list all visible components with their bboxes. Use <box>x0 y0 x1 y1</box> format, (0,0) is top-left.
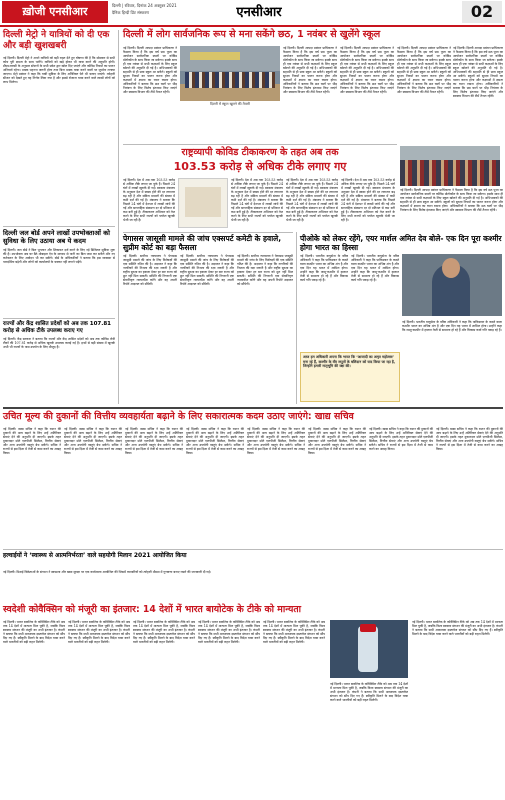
story-covaxin-body-5: नई दिल्ली। भारत बायोटेक के कोवैक्सिन टीके को अब तक 14 देशों में मान्यता मिल चुकी है, जबकि विश्व स्वास्थ्य संगठन की मंजूरी का अभी इंतजार है। कंपनी ने बताया कि सभी आवश्यक दस्तावेज संगठन को सौंप दिए गए हैं। स्वीकृति मिलने के बाद विदेश यात्रा करने वाले भारतीयों को बड़ी राहत मिलेगी। <box>263 620 325 644</box>
halwai-rule <box>3 549 503 550</box>
story-covaxin-headline: स्वदेशी कोवैक्सिन को मंजूरी का इंतजार: 14 देशों में भारत बायोटेक के टीके को मान्यता <box>3 604 302 615</box>
brand-logo: ख़ोजी एनसीआर <box>2 1 108 23</box>
pegasus-rule <box>123 232 293 233</box>
air-marshal-photo <box>402 254 502 316</box>
vaccine-rule-top <box>123 144 397 145</box>
story-chhath-headline: दिल्ली में लोग सार्वजनिक रूप से मना सकेंगे छठ, 1 नवंबर से खुलेंगे स्कूल <box>123 29 381 40</box>
story-vaccine-states-headline: राज्यों और केंद्र शासित प्रदेशों को अब तक 107.81 करोड़ से अधिक टीके उपलब्ध कराए गए <box>3 321 112 334</box>
story-covaxin-body-6: नई दिल्ली। भारत बायोटेक के कोवैक्सिन टीके को अब तक 14 देशों में मान्यता मिल चुकी है, जबकि विश्व स्वास्थ्य संगठन की मंजूरी का अभी इंतजार है। कंपनी ने बताया कि सभी आवश्यक दस्तावेज संगठन को सौंप दिए गए हैं। स्वीकृति मिलने के बाद विदेश यात्रा करने वाले भारतीयों को बड़ी राहत मिलेगी। <box>330 682 408 702</box>
story-pegasus-body-2: नई दिल्ली। सर्वोच्च न्यायालय ने पेगासस जासूसी मामले की जांच के लिए विशेषज्ञों की एक समिति गठित की है। अदालत ने कहा कि नागरिकों की निजता की रक्षा जरूरी है और राष्ट्रीय सुरक्षा का हवाला देकर हर बार राज्य को छूट नहीं मिल सकती। समिति की निगरानी एक सेवानिवृत्त न्यायाधीश करेंगे और वह अपनी रिपोर्ट अदालत को सौंपेगी। <box>180 254 234 286</box>
edition-line: दैनिक हिन्दी प्रिंट संस्करण <box>112 10 150 15</box>
masthead <box>0 0 505 24</box>
story-vaccination-body-2: नई दिल्ली। देश में अब तक 103.53 करोड़ से अधिक टीके लगाए जा चुके हैं। पिछले 24 घंटों में लाखों खुराकें दी गईं। स्वास्थ्य मंत्रालय के अनुसार देश में स्वस्थ होने की दर लगातार बढ़ रही है और सक्रिय मामलों की संख्या में कमी दर्ज की गई है। मंत्रालय ने बताया कि पिछले 24 घंटों में देशभर में लाखों जांचें की गईं और साप्ताहिक संक्रमण दर दो प्रतिशत से कम बनी हुई है। टीकाकरण अभियान को तेज करने के लिए सभी राज्यों को पर्याप्त खुराकें भेजी जा रही हैं। <box>231 178 283 222</box>
story-chhath-body-3: नई दिल्ली। दिल्ली आपदा प्रबंधन प्राधिकरण ने फैसला किया है कि इस वर्ष छठ पूजा का आयोजन सार्वजनिक स्थलों पर कोविड प्रोटोकॉल के साथ किया जा सकेगा। इसके साथ ही एक नवंबर से सभी कक्षाओं के लिए स्कूल खोलने की अनुमति दी गई है। अभिभावकों की सहमति से ही छात्र स्कूल आ सकेंगे। स्कूलों को सुरक्षा नियमों का पालन करना होगा और कक्षाओं में क्षमता का ध्यान रखना होगा। अधिकारियों ने बताया कि छठ घाटों पर भीड़ नियंत्रण के लिए विशेष इंतजाम किए जाएंगे और स्वास्थ्य विभाग की टीमें तैनात रहेंगी। <box>340 46 394 94</box>
story-chhath-body-6: नई दिल्ली। दिल्ली आपदा प्रबंधन प्राधिकरण ने फैसला किया है कि इस वर्ष छठ पूजा का आयोजन सार्वजनिक स्थलों पर कोविड प्रोटोकॉल के साथ किया जा सकेगा। इसके साथ ही एक नवंबर से सभी कक्षाओं के लिए स्कूल खोलने की अनुमति दी गई है। अभिभावकों की सहमति से ही छात्र स्कूल आ सकेंगे। स्कूलों को सुरक्षा नियमों का पालन करना होगा और कक्षाओं में क्षमता का ध्यान रखना होगा। अधिकारियों ने बताया कि छठ घाटों पर भीड़ नियंत्रण के लिए विशेष इंतजाम किए जाएंगे और स्वास्थ्य विभाग की टीमें तैनात रहेंगी। <box>400 188 503 212</box>
vial-shape <box>358 626 378 672</box>
vial-cap <box>360 624 376 632</box>
crowd-photo-people <box>400 160 500 186</box>
photo-crowd <box>185 72 275 88</box>
story-ration-body-6: नई दिल्ली। खाद्य सचिव ने कहा कि राशन की दुकानों की आय बढ़ाने के लिए उन्हें अतिरिक्त सेवाएं देने की अनुमति दी जाएगी। इसके तहत दुकानदार छोटे एलपीजी सिलेंडर, वित्तीय सेवाएं और अन्य उपयोगी वस्तुएं बेच सकेंगे। सचिव ने राज्यों से इस दिशा में तेजी से काम करने का आग्रह किया। <box>308 427 366 455</box>
story-vaccination-headline: राष्ट्रव्यापी कोविड टीकाकरण के तहत अब तक <box>181 147 339 158</box>
story-halwai-body: नई दिल्ली। मिठाई विक्रेताओं के संगठन ने स्वच्छता और खाद्य सुरक्षा पर एक कार्यशाला आयोजित की जिसमें व्यापारियों को त्योहारी मौसम में गुणवत्ता बनाए रखने की जानकारी दी गई। <box>3 570 211 574</box>
story-vaccination-headline-2: 103.53 करोड़ से अधिक टीके लगाए गए <box>173 160 347 173</box>
story-pegasus-headline: पेगासस जासूसी मामले की जांच एक्सपर्ट कमेटी के हवाले, सुप्रीम कोर्ट का बड़ा फैसला <box>123 234 282 252</box>
story-covaxin-body-3: नई दिल्ली। भारत बायोटेक के कोवैक्सिन टीके को अब तक 14 देशों में मान्यता मिल चुकी है, जबकि विश्व स्वास्थ्य संगठन की मंजूरी का अभी इंतजार है। कंपनी ने बताया कि सभी आवश्यक दस्तावेज संगठन को सौंप दिए गए हैं। स्वीकृति मिलने के बाद विदेश यात्रा करने वाले भारतीयों को बड़ी राहत मिलेगी। <box>133 620 195 644</box>
story-pok-body-2: नई दिल्ली। भारतीय वायुसेना के वरिष्ठ अधिकारी ने कहा कि पाकिस्तान के कब्जे वाला कश्मीर भारत का अभिन्न अंग है और एक दिन यह भारत में शामिल होगा। उन्होंने कहा कि जम्मू-कश्मीर में हालात तेजी से सामान्य हो रहे हैं और विकास कार्य गति पकड़ रहे हैं। <box>351 254 399 282</box>
masthead-rule <box>0 25 505 27</box>
story-vaccination-body-4: नई दिल्ली। देश में अब तक 103.53 करोड़ से अधिक टीके लगाए जा चुके हैं। पिछले 24 घंटों में लाखों खुराकें दी गईं। स्वास्थ्य मंत्रालय के अनुसार देश में स्वस्थ होने की दर लगातार बढ़ रही है और सक्रिय मामलों की संख्या में कमी दर्ज की गई है। मंत्रालय ने बताया कि पिछले 24 घंटों में देशभर में लाखों जांचें की गईं और साप्ताहिक संक्रमण दर दो प्रतिशत से कम बनी हुई है। टीकाकरण अभियान को तेज करने के लिए सभी राज्यों को पर्याप्त खुराकें भेजी जा रही हैं। <box>341 178 395 222</box>
date-line: दिल्ली | रविवार, दिनांक 24 अक्टूबर 2021 <box>112 3 177 8</box>
story-ration-headline: उचित मूल्य की दुकानों की वित्तीय व्यवहार्यता बढ़ाने के लिए सकारात्मक कदम उठाए जाएंगे: खाद्य सचिव <box>3 411 354 422</box>
story-pok-body-1: नई दिल्ली। भारतीय वायुसेना के वरिष्ठ अधिकारी ने कहा कि पाकिस्तान के कब्जे वाला कश्मीर भारत का अभिन्न अंग है और एक दिन यह भारत में शामिल होगा। उन्होंने कहा कि जम्मू-कश्मीर में हालात तेजी से सामान्य हो रहे हैं और विकास कार्य गति पकड़ रहे हैं। <box>300 254 348 282</box>
left-rule-2 <box>3 318 115 319</box>
story-pegasus-body-1: नई दिल्ली। सर्वोच्च न्यायालय ने पेगासस जासूसी मामले की जांच के लिए विशेषज्ञों की एक समिति गठित की है। अदालत ने कहा कि नागरिकों की निजता की रक्षा जरूरी है और राष्ट्रीय सुरक्षा का हवाला देकर हर बार राज्य को छूट नहीं मिल सकती। समिति की निगरानी एक सेवानिवृत्त न्यायाधीश करेंगे और वह अपनी रिपोर्ट अदालत को सौंपेगी। <box>123 254 177 286</box>
left-col-divider <box>118 30 119 404</box>
story-halwai-headline: हल्वाईयों ने ‘स्वास्थ्य से आत्मनिर्भरता’ वाले सहयोगी मिलान 2021 आयोजित किया <box>3 552 187 559</box>
story-chhath-body: नई दिल्ली। दिल्ली आपदा प्रबंधन प्राधिकरण ने फैसला किया है कि इस वर्ष छठ पूजा का आयोजन सार्वजनिक स्थलों पर कोविड प्रोटोकॉल के साथ किया जा सकेगा। इसके साथ ही एक नवंबर से सभी कक्षाओं के लिए स्कूल खोलने की अनुमति दी गई है। अभिभावकों की सहमति से ही छात्र स्कूल आ सकेंगे। स्कूलों को सुरक्षा नियमों का पालन करना होगा और कक्षाओं में क्षमता का ध्यान रखना होगा। अधिकारियों ने बताया कि छठ घाटों पर भीड़ नियंत्रण के लिए विशेष इंतजाम किए जाएंगे और स्वास्थ्य विभाग की टीमें तैनात रहेंगी। <box>123 46 177 94</box>
crowd-photo <box>400 146 500 186</box>
story-vaccine-states-body: नई दिल्ली। केंद्र सरकार ने बताया कि राज्यों और केंद्र शासित प्रदेशों को अब तक कोविड रोधी टीकों की 107.81 करोड़ से अधिक खुराकें उपलब्ध कराई गई हैं। इनमें से बड़ी संख्या में खुराकें अभी भी राज्यों के पास उपयोग के लिए मौजूद हैं। <box>3 337 115 349</box>
story-vaccination-body-1: नई दिल्ली। देश में अब तक 103.53 करोड़ से अधिक टीके लगाए जा चुके हैं। पिछले 24 घंटों में लाखों खुराकें दी गईं। स्वास्थ्य मंत्रालय के अनुसार देश में स्वस्थ होने की दर लगातार बढ़ रही है और सक्रिय मामलों की संख्या में कमी दर्ज की गई है। मंत्रालय ने बताया कि पिछले 24 घंटों में देशभर में लाखों जांचें की गईं और साप्ताहिक संक्रमण दर दो प्रतिशत से कम बनी हुई है। टीकाकरण अभियान को तेज करने के लिए सभी राज्यों को पर्याप्त खुराकें भेजी जा रही हैं। <box>123 178 175 222</box>
story-metro-headline: दिल्ली मेट्रो ने यात्रियों को दी एक और बड़ी खुशखबरी <box>3 30 110 51</box>
story-jalboard-headline: दिल्ली जल बोर्ड अपने लाखों उपभोक्ताओं को सुविधा के लिए उठाया अब ये कदम <box>3 229 110 245</box>
vaccine-chart-graphic <box>178 178 228 228</box>
story-ration-body-7: नई दिल्ली। खाद्य सचिव ने कहा कि राशन की दुकानों की आय बढ़ाने के लिए उन्हें अतिरिक्त सेवाएं देने की अनुमति दी जाएगी। इसके तहत दुकानदार छोटे एलपीजी सिलेंडर, वित्तीय सेवाएं और अन्य उपयोगी वस्तुएं बेच सकेंगे। सचिव ने राज्यों से इस दिशा में तेजी से काम करने का आग्रह किया। <box>369 427 433 451</box>
story-covaxin-body-1: नई दिल्ली। भारत बायोटेक के कोवैक्सिन टीके को अब तक 14 देशों में मान्यता मिल चुकी है, जबकि विश्व स्वास्थ्य संगठन की मंजूरी का अभी इंतजार है। कंपनी ने बताया कि सभी आवश्यक दस्तावेज संगठन को सौंप दिए गए हैं। स्वीकृति मिलने के बाद विदेश यात्रा करने वाले भारतीयों को बड़ी राहत मिलेगी। <box>3 620 65 644</box>
air-marshal-head <box>442 258 460 278</box>
story-ration-body-8: नई दिल्ली। खाद्य सचिव ने कहा कि राशन की दुकानों की आय बढ़ाने के लिए उन्हें अतिरिक्त सेवाएं देने की अनुमति दी जाएगी। इसके तहत दुकानदार छोटे एलपीजी सिलेंडर, वित्तीय सेवाएं और अन्य उपयोगी वस्तुएं बेच सकेंगे। सचिव ने राज्यों से इस दिशा में तेजी से काम करने का आग्रह किया। <box>436 427 503 451</box>
story-ration-body-2: नई दिल्ली। खाद्य सचिव ने कहा कि राशन की दुकानों की आय बढ़ाने के लिए उन्हें अतिरिक्त सेवाएं देने की अनुमति दी जाएगी। इसके तहत दुकानदार छोटे एलपीजी सिलेंडर, वित्तीय सेवाएं और अन्य उपयोगी वस्तुएं बेच सकेंगे। सचिव ने राज्यों से इस दिशा में तेजी से काम करने का आग्रह किया। <box>64 427 122 455</box>
pok-quote-box <box>300 352 400 402</box>
story-metro-body: नई दिल्ली। दिल्ली मेट्रो ने अपने यात्रियों को बड़ी राहत देते हुए घोषणा की है कि सोमवार से सभी कोच पूरी क्षमता के साथ चलेंगे। यात्रियों को खड़े होकर भी यात्रा करने की अनुमति होगी। डीएमआरसी के अनुसार स्टेशनों के सभी प्रवेश द्वार खोल दिए जाएंगे और कोविड नियमों का पालन अनिवार्य रहेगा। मास्क पहनना जरूरी होगा तथा बिना मास्क यात्रा करने वालों पर जुर्माना लगाया जाएगा। मेट्रो प्रबंधन ने कहा कि यात्री सुविधा के लिए अतिरिक्त फेरे भी चलाए जाएंगे। त्योहारी सीजन को देखते हुए यह निर्णय लिया गया है और इससे रोजाना यात्रा करने वाले लाखों लोगों को लाभ मिलेगा। <box>3 56 115 84</box>
section-name: एनसीआर <box>236 5 282 20</box>
story-pok-body-3: नई दिल्ली। भारतीय वायुसेना के वरिष्ठ अधिकारी ने कहा कि पाकिस्तान के कब्जे वाला कश्मीर भारत का अभिन्न अंग है और एक दिन यह भारत में शामिल होगा। उन्होंने कहा कि जम्मू-कश्मीर में हालात तेजी से सामान्य हो रहे हैं और विकास कार्य गति पकड़ रहे हैं। <box>402 320 502 332</box>
story-ration-body-5: नई दिल्ली। खाद्य सचिव ने कहा कि राशन की दुकानों की आय बढ़ाने के लिए उन्हें अतिरिक्त सेवाएं देने की अनुमति दी जाएगी। इसके तहत दुकानदार छोटे एलपीजी सिलेंडर, वित्तीय सेवाएं और अन्य उपयोगी वस्तुएं बेच सकेंगे। सचिव ने राज्यों से इस दिशा में तेजी से काम करने का आग्रह किया। <box>247 427 305 455</box>
ration-rule-top <box>3 407 503 409</box>
story-chhath-body-2: नई दिल्ली। दिल्ली आपदा प्रबंधन प्राधिकरण ने फैसला किया है कि इस वर्ष छठ पूजा का आयोजन सार्वजनिक स्थलों पर कोविड प्रोटोकॉल के साथ किया जा सकेगा। इसके साथ ही एक नवंबर से सभी कक्षाओं के लिए स्कूल खोलने की अनुमति दी गई है। अभिभावकों की सहमति से ही छात्र स्कूल आ सकेंगे। स्कूलों को सुरक्षा नियमों का पालन करना होगा और कक्षाओं में क्षमता का ध्यान रखना होगा। अधिकारियों ने बताया कि छठ घाटों पर भीड़ नियंत्रण के लिए विशेष इंतजाम किए जाएंगे और स्वास्थ्य विभाग की टीमें तैनात रहेंगी। <box>283 46 337 94</box>
photo-banner <box>190 52 240 60</box>
left-rule-1 <box>3 226 115 227</box>
story-vaccination-body-3: नई दिल्ली। देश में अब तक 103.53 करोड़ से अधिक टीके लगाए जा चुके हैं। पिछले 24 घंटों में लाखों खुराकें दी गईं। स्वास्थ्य मंत्रालय के अनुसार देश में स्वस्थ होने की दर लगातार बढ़ रही है और सक्रिय मामलों की संख्या में कमी दर्ज की गई है। मंत्रालय ने बताया कि पिछले 24 घंटों में देशभर में लाखों जांचें की गईं और साप्ताहिक संक्रमण दर दो प्रतिशत से कम बनी हुई है। टीकाकरण अभियान को तेज करने के लिए सभी राज्यों को पर्याप्त खुराकें भेजी जा रही हैं। <box>286 178 338 222</box>
covaxin-vial-photo <box>330 620 408 678</box>
story-chhath-body-4: नई दिल्ली। दिल्ली आपदा प्रबंधन प्राधिकरण ने फैसला किया है कि इस वर्ष छठ पूजा का आयोजन सार्वजनिक स्थलों पर कोविड प्रोटोकॉल के साथ किया जा सकेगा। इसके साथ ही एक नवंबर से सभी कक्षाओं के लिए स्कूल खोलने की अनुमति दी गई है। अभिभावकों की सहमति से ही छात्र स्कूल आ सकेंगे। स्कूलों को सुरक्षा नियमों का पालन करना होगा और कक्षाओं में क्षमता का ध्यान रखना होगा। अधिकारियों ने बताया कि छठ घाटों पर भीड़ नियंत्रण के लिए विशेष इंतजाम किए जाएंगे और स्वास्थ्य विभाग की टीमें तैनात रहेंगी। <box>397 46 451 94</box>
mid-col-divider <box>296 232 297 404</box>
story-ration-body-3: नई दिल्ली। खाद्य सचिव ने कहा कि राशन की दुकानों की आय बढ़ाने के लिए उन्हें अतिरिक्त सेवाएं देने की अनुमति दी जाएगी। इसके तहत दुकानदार छोटे एलपीजी सिलेंडर, वित्तीय सेवाएं और अन्य उपयोगी वस्तुएं बेच सकेंगे। सचिव ने राज्यों से इस दिशा में तेजी से काम करने का आग्रह किया। <box>125 427 183 455</box>
story-chhath-body-5: नई दिल्ली। दिल्ली आपदा प्रबंधन प्राधिकरण ने फैसला किया है कि इस वर्ष छठ पूजा का आयोजन सार्वजनिक स्थलों पर कोविड प्रोटोकॉल के साथ किया जा सकेगा। इसके साथ ही एक नवंबर से सभी कक्षाओं के लिए स्कूल खोलने की अनुमति दी गई है। अभिभावकों की सहमति से ही छात्र स्कूल आ सकेंगे। स्कूलों को सुरक्षा नियमों का पालन करना होगा और कक्षाओं में क्षमता का ध्यान रखना होगा। अधिकारियों ने बताया कि छठ घाटों पर भीड़ नियंत्रण के लिए विशेष इंतजाम किए जाएंगे और स्वास्थ्य विभाग की टीमें तैनात रहेंगी। <box>453 46 503 98</box>
story-ration-body-4: नई दिल्ली। खाद्य सचिव ने कहा कि राशन की दुकानों की आय बढ़ाने के लिए उन्हें अतिरिक्त सेवाएं देने की अनुमति दी जाएगी। इसके तहत दुकानदार छोटे एलपीजी सिलेंडर, वित्तीय सेवाएं और अन्य उपयोगी वस्तुएं बेच सकेंगे। सचिव ने राज्यों से इस दिशा में तेजी से काम करने का आग्रह किया। <box>186 427 244 455</box>
story-covaxin-body-4: नई दिल्ली। भारत बायोटेक के कोवैक्सिन टीके को अब तक 14 देशों में मान्यता मिल चुकी है, जबकि विश्व स्वास्थ्य संगठन की मंजूरी का अभी इंतजार है। कंपनी ने बताया कि सभी आवश्यक दस्तावेज संगठन को सौंप दिए गए हैं। स्वीकृति मिलने के बाद विदेश यात्रा करने वाले भारतीयों को बड़ी राहत मिलेगी। <box>198 620 260 644</box>
story-ration-body-1: नई दिल्ली। खाद्य सचिव ने कहा कि राशन की दुकानों की आय बढ़ाने के लिए उन्हें अतिरिक्त सेवाएं देने की अनुमति दी जाएगी। इसके तहत दुकानदार छोटे एलपीजी सिलेंडर, वित्तीय सेवाएं और अन्य उपयोगी वस्तुएं बेच सकेंगे। सचिव ने राज्यों से इस दिशा में तेजी से काम करने का आग्रह किया। <box>3 427 61 455</box>
story-covaxin-body-7: नई दिल्ली। भारत बायोटेक के कोवैक्सिन टीके को अब तक 14 देशों में मान्यता मिल चुकी है, जबकि विश्व स्वास्थ्य संगठन की मंजूरी का अभी इंतजार है। कंपनी ने बताया कि सभी आवश्यक दस्तावेज संगठन को सौंप दिए गए हैं। स्वीकृति मिलने के बाद विदेश यात्रा करने वाले भारतीयों को बड़ी राहत मिलेगी। <box>412 620 503 636</box>
vaccine-graphic-block <box>185 187 221 217</box>
story-covaxin-body-2: नई दिल्ली। भारत बायोटेक के कोवैक्सिन टीके को अब तक 14 देशों में मान्यता मिल चुकी है, जबकि विश्व स्वास्थ्य संगठन की मंजूरी का अभी इंतजार है। कंपनी ने बताया कि सभी आवश्यक दस्तावेज संगठन को सौंप दिए गए हैं। स्वीकृति मिलने के बाद विदेश यात्रा करने वाले भारतीयों को बड़ी राहत मिलेगी। <box>68 620 130 644</box>
story-pok-headline: पीओके को लेकर रहेंगे, एयर मार्शल अमित देव बोले- एक दिन पूरा कश्मीर होगा भारत का हिस्सा <box>300 234 502 252</box>
story-jalboard-body: नई दिल्ली। जल बोर्ड ने बिल भुगतान और शिकायत दर्ज करने के लिए नई डिजिटल सुविधा शुरू की है। उपभोक्ता अब घर बैठे मोबाइल ऐप के माध्यम से पानी का बिल जमा कर सकेंगे और नए कनेक्शन के लिए आवेदन भी कर सकेंगे। बोर्ड के अधिकारियों ने बताया कि इस व्यवस्था से पारदर्शिता बढ़ेगी और लोगों को कार्यालयों के चक्कर नहीं लगाने पड़ेंगे। <box>3 248 115 264</box>
school-photo-caption: दिल्ली में स्कूल खुलने की तैयारी <box>210 102 250 106</box>
story-pegasus-body-3: नई दिल्ली। सर्वोच्च न्यायालय ने पेगासस जासूसी मामले की जांच के लिए विशेषज्ञों की एक समिति गठित की है। अदालत ने कहा कि नागरिकों की निजता की रक्षा जरूरी है और राष्ट्रीय सुरक्षा का हवाला देकर हर बार राज्य को छूट नहीं मिल सकती। समिति की निगरानी एक सेवानिवृत्त न्यायाधीश करेंगे और वह अपनी रिपोर्ट अदालत को सौंपेगी। <box>237 254 293 286</box>
school-photo <box>180 46 280 101</box>
pok-quote-text: आज हम अधिकारी अपना कि भारत कि ‘आजादी का अमृत महोत्सव’ मना रहे हैं, कश्मीर के वीर सपूतों के बलिदान को याद किया जा रहा है, जिन्होंने हमारी मातृभूमि की रक्षा की। <box>303 355 396 369</box>
page-number: 02 <box>462 1 502 23</box>
